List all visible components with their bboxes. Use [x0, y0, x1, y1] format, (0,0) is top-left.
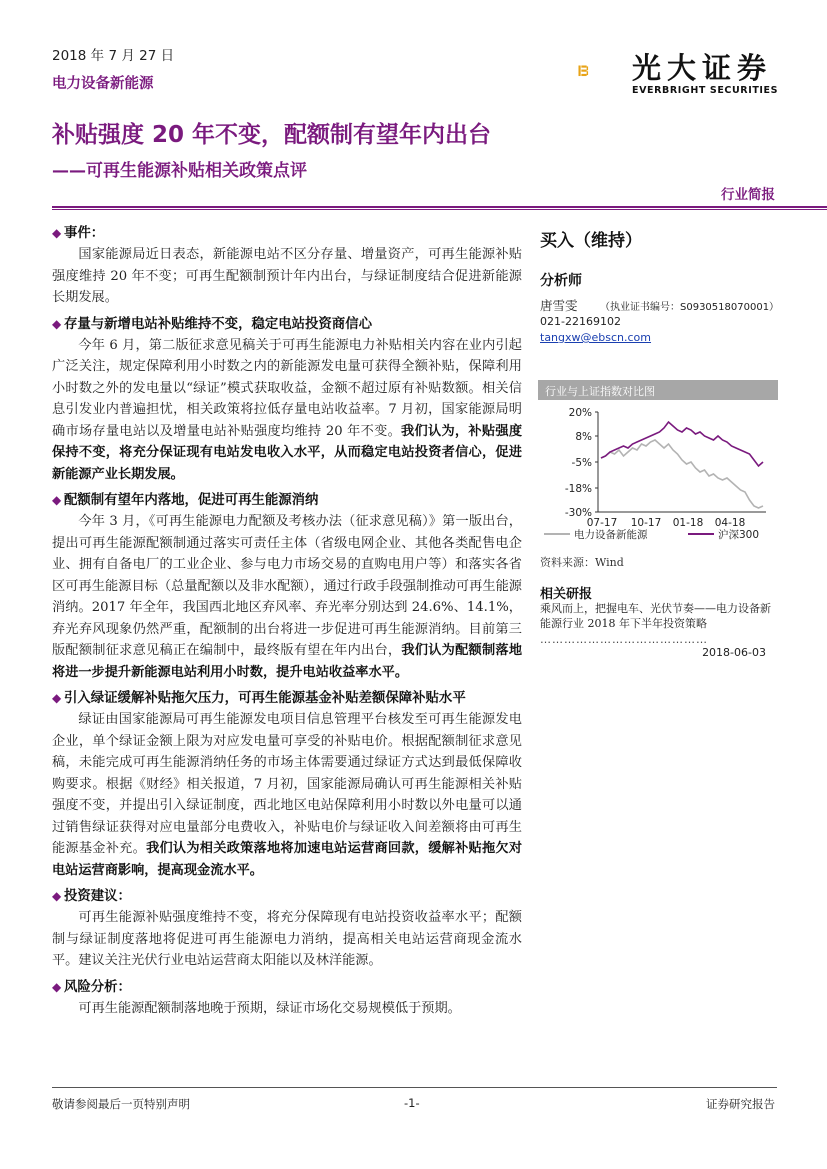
section-heading-text: 存量与新增电站补贴维持不变，稳定电站投资商信心 — [64, 315, 372, 332]
legend-label: 沪深300 — [718, 529, 760, 541]
related-report-date: 2018-06-03 — [702, 646, 766, 659]
section-heading — [52, 687, 522, 709]
paragraph-text: 今年 6 月，第二版征求意见稿关于可再生能源电力补贴相关内容在业内引起广泛关注，规定保障利用小时数之内的新能源发电量可获得全额补贴，保障利用小时数之外的发电量以“绿证”模式获取收益，金额不超过原有补贴数额。相关信息引发业内普遍担忧，相关政策将拉低存量电站收益率。7 月初，国家能源局明确市场存量电站以及增量电站补贴强度均维持 20 年不变。 — [52, 337, 522, 439]
section-heading — [52, 885, 522, 907]
sector-label: 电力设备新能源 — [52, 76, 154, 92]
section-paragraph — [52, 709, 522, 881]
analyst-heading: 分析师 — [540, 273, 582, 289]
section-paragraph — [52, 244, 522, 309]
logo-mark-icon — [578, 65, 588, 76]
chart-source: 资料来源：Wind — [540, 556, 624, 569]
paragraph-text: 国家能源局近日表态，新能源电站不区分存量、增量资产，可再生能源补贴强度维持 20 年不变；可再生配额制预计年内出台，与绿证制度结合促进新能源长期发展。 — [52, 247, 522, 305]
y-tick-label: -5% — [571, 457, 592, 469]
y-tick-label: -18% — [564, 483, 592, 495]
header-divider-thin — [52, 209, 827, 210]
section-heading — [52, 489, 522, 511]
section-heading-text: 事件： — [64, 225, 105, 241]
analyst-phone: 021-22169102 — [540, 315, 621, 328]
section-heading-text: 引入绿证缓解补贴拖欠压力，可再生能源基金补贴差额保障补贴水平 — [64, 690, 466, 706]
report-title: 补贴强度 20 年不变，配额制有望年内出台 — [52, 122, 492, 148]
footer-divider — [52, 1087, 777, 1088]
x-tick-label: 07-17 — [586, 517, 618, 529]
diamond-bullet-icon: ◆ — [52, 691, 62, 705]
header-divider — [52, 206, 827, 208]
document-type: 行业简报 — [721, 187, 775, 203]
related-report-link[interactable]: 乘风而上，把握电车、光伏节奏——电力设备新能源行业 2018 年下半年投资策略 — [540, 602, 771, 630]
paragraph-text: 绿证由国家能源局可再生能源发电项目信息管理平台核发至可再生能源发电企业，单个绿证金额上限为对应发电量可享受的补贴电价。根据配额制征求意见稿，未能完成可再生能源消纳任务的市场主体需要通过绿证方式达到最低保障收购要求。根据《财经》相关报道，7 月初，国家能源局确认可再生能源相关补贴强度不变，并提出引入绿证制度，西北地区电站保障利用小时数以外电量可以通过销售绿证获得对应电量部分电费收入，补贴电价与绿证收入间差额将由可再生能源基金补充。 — [52, 712, 522, 856]
section-heading-text: 配额制有望年内落地，促进可再生能源消纳 — [64, 492, 319, 508]
x-tick-label: 10-17 — [630, 517, 662, 529]
chart-title: 行业与上证指数对比图 — [545, 385, 655, 398]
paragraph-emphasis: 我们认为配额制落地将进一步提升新能源电站利用小时数，提升电站收益率水平。 — [52, 643, 523, 680]
y-tick-label: 20% — [568, 407, 592, 419]
comparison-chart — [538, 402, 778, 552]
report-date: 2018 年 7 月 27 日 — [52, 48, 175, 64]
section-heading-text: 风险分析： — [64, 978, 131, 995]
section-paragraph — [52, 511, 522, 683]
y-tick-label: 8% — [575, 431, 592, 443]
x-tick-label: 04-18 — [714, 517, 746, 529]
paragraph-emphasis: 我们认为，补贴强度保持不变，将充分保证现有电站发电收入水平，从而稳定电站投资者信心，促进新能源产业长期发展。 — [52, 423, 523, 482]
report-body — [52, 218, 522, 1023]
y-tick-label: -30% — [564, 507, 592, 519]
series-line-0 — [601, 440, 763, 508]
section-heading-text: 投资建议： — [64, 888, 131, 904]
section-paragraph — [52, 335, 522, 486]
analyst-cert: （执业证书编号：S0930518070001） — [600, 302, 780, 313]
logo-text-en: EVERBRIGHT SECURITIES — [632, 85, 779, 96]
logo-text-cn: 光大证券 — [632, 51, 773, 85]
paragraph-text: 可再生能源配额制落地晚于预期，绿证市场化交易规模低于预期。 — [78, 1000, 461, 1016]
related-heading: 相关研报 — [540, 587, 593, 602]
legend-label: 电力设备新能源 — [574, 529, 648, 541]
paragraph-text: 今年 3 月，《可再生能源电力配额及考核办法（征求意见稿）》第一版出台，提出可再生能源配额制通过落实可责任主体（省级电网企业、其他各类配售电企业、拥有自备电厂的工业企业、参与电力市场交易的直购电用户等）和落实各省区可再生能源目标（总量配额以及非水配额），通过行政手段强制推动可再生能源消纳。2017 年全年，我国西北地区弃风率、弃光率分别达到 24.6%、14.1%，弃光弃风现象仍然严重，配额制的出台将进一步促进可再生能源消纳。目前第三版配额制征求意见稿正在编制中，最终版有望在年内出台， — [52, 514, 522, 658]
analyst-name: 唐雪雯 — [540, 298, 578, 313]
diamond-bullet-icon: ◆ — [52, 316, 62, 331]
page-number: -1- — [404, 1096, 420, 1110]
section-paragraph — [52, 998, 522, 1020]
related-report-date-line — [540, 633, 766, 659]
report-subtitle: ——可再生能源补贴相关政策点评 — [52, 161, 307, 181]
leader-dots: …………………………………… — [540, 633, 708, 646]
section-paragraph — [52, 907, 522, 972]
diamond-bullet-icon: ◆ — [52, 226, 62, 240]
x-tick-label: 01-18 — [672, 517, 704, 529]
diamond-bullet-icon: ◆ — [52, 493, 62, 507]
diamond-bullet-icon: ◆ — [52, 889, 62, 903]
analyst-email-link[interactable]: tangxw@ebscn.com — [540, 331, 652, 344]
diamond-bullet-icon: ◆ — [52, 979, 62, 994]
section-heading — [52, 976, 522, 998]
footer-disclaimer: 敬请参阅最后一页特别声明 — [52, 1097, 190, 1111]
paragraph-emphasis: 我们认为相关政策落地将加速电站运营商回款，缓解补贴拖欠对电站运营商影响，提高现金流水平。 — [52, 841, 523, 878]
brand-logo — [578, 48, 626, 94]
footer-report-type: 证券研究报告 — [706, 1097, 775, 1111]
rating: 买入（维持） — [540, 231, 642, 251]
section-heading — [52, 313, 522, 335]
section-heading — [52, 222, 522, 244]
paragraph-text: 可再生能源补贴强度维持不变，将充分保障现有电站投资收益率水平；配额制与绿证制度落地将促进可再生能源电力消纳，提高相关电站运营商现金流水平。建议关注光伏行业电站运营商太阳能以及林洋能源。 — [52, 910, 522, 968]
